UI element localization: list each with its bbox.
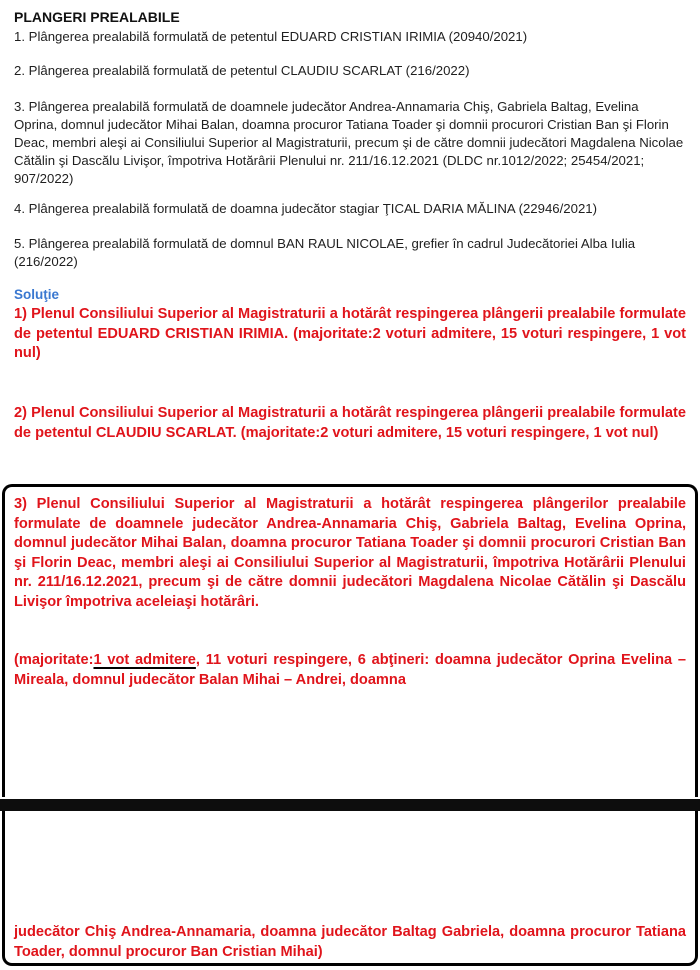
- complaint-item-1: 1. Plângerea prealabilă formulată de petentul EDUARD CRISTIAN IRIMIA (20940/2021): [14, 29, 528, 44]
- decision-3: 3) Plenul Consiliului Superior al Magistraturii a hotărât respingerea plângerilor prealabile formulate de doamnele judecător Andrea-Annamaria Chiş, Gabriela Baltag, Evelina Oprina, domnul judecător Mihai Balan, doamna procuror Tatiana Toader şi domnii procurori Cristian Ban şi Florin Deac, membri aleşi ai Consiliului Superior al Magistraturii, împotriva Hotărârii Plenului nr. 211/16.12.2021, precum şi de către domnii judecători Magdalena Nicolae Cătălin şi Dascălu Livişor împotriva aceleiaşi hotărâri.: [14, 496, 686, 610]
- solution-label: Soluţie: [14, 287, 60, 302]
- complaint-item-4: 4. Plângerea prealabilă formulată de doamna judecător stagiar ŢICAL DARIA MĂLINA (22946/2021): [14, 201, 598, 216]
- page-break-bar: [0, 799, 700, 811]
- vote-admitere-underlined: 1 vot admitere: [93, 652, 196, 668]
- vote-prefix: (majoritate:: [14, 652, 94, 668]
- complaint-item-5: 5. Plângerea prealabilă formulată de domnul BAN RAUL NICOLAE, grefier în cadrul Judecătoriei Alba Iulia (216/2022): [14, 236, 636, 269]
- decision-2: 2) Plenul Consiliului Superior al Magistraturii a hotărât respingerea plângerii prealabile formulate de petentul CLAUDIU SCARLAT. (majoritate:2 voturi admitere, 15 voturi respingere, 1 vot nul): [14, 405, 686, 441]
- decision-3-continuation: judecător Chiş Andrea-Annamaria, doamna judecător Baltag Gabriela, doamna procuror Tatiana Toader, domnul procuror Ban Cristian Mihai): [14, 924, 686, 960]
- page-heading: PLANGERI PREALABILE: [14, 9, 180, 25]
- decision-1: 1) Plenul Consiliului Superior al Magistraturii a hotărât respingerea plângerii prealabile formulate de petentul EDUARD CRISTIAN IRIMIA. (majoritate:2 voturi admitere, 15 voturi respingere, 1 vot nul): [14, 306, 686, 361]
- complaint-item-2: 2. Plângerea prealabilă formulată de petentul CLAUDIU SCARLAT (216/2022): [14, 63, 470, 78]
- vote-rest: , 11 voturi respingere, 6 abţineri: doamna judecător Oprina Evelina – Mireala, domnul judecător Balan Mihai – Andrei, doamna: [14, 652, 687, 688]
- complaint-item-3: 3. Plângerea prealabilă formulată de doamnele judecător Andrea-Annamaria Chiş, Gabriela Baltag, Evelina Oprina, domnul judecător Mihai Balan, doamna procuror Tatiana Toader şi domnii procurori Cristian Ban şi Florin Deac, membri aleşi ai Consiliului Superior al Magistraturii, precum şi de către domnii judecători Magdalena Nicolae Cătălin şi Dascălu Livişor, împotriva Hotărârii Plenului nr. 211/16.12.2021 (DLDC nr.1012/2022; 25454/2021; 907/2022): [14, 99, 684, 186]
- decision-3-vote: [14, 651, 686, 690]
